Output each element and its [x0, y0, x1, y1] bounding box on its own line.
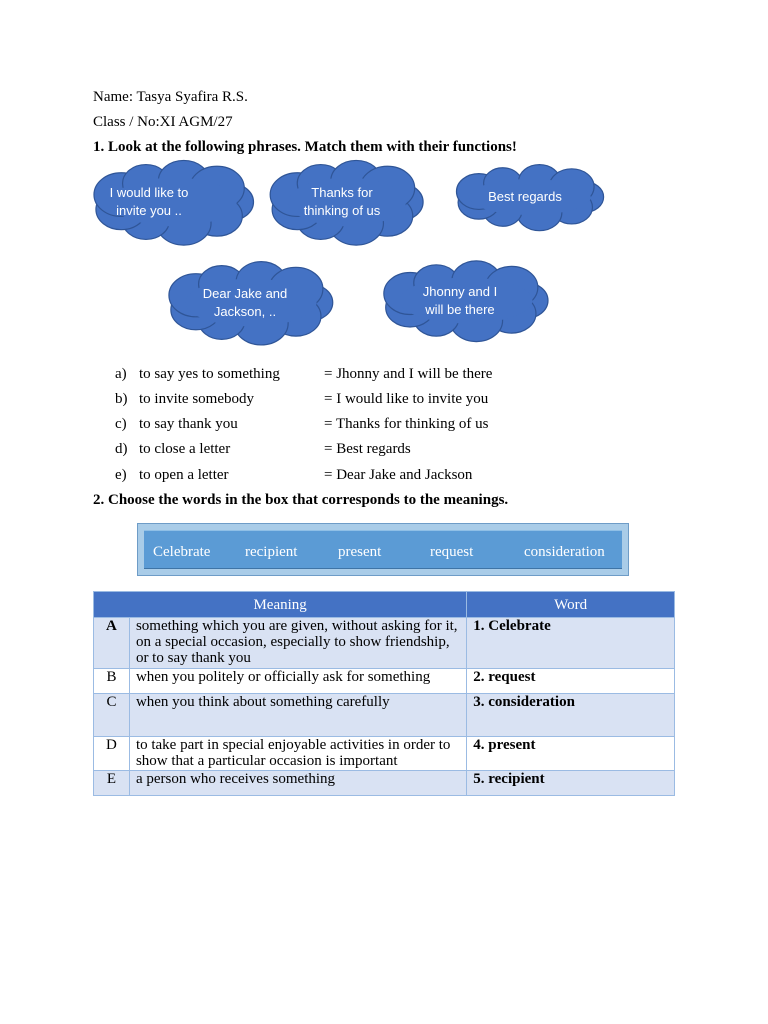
row-word: 2. request	[467, 669, 675, 694]
match-phrase: to say yes to something	[139, 366, 280, 382]
match-label: d)	[115, 441, 128, 457]
match-item	[115, 415, 489, 433]
row-key: A	[94, 618, 130, 669]
word-option: present	[338, 544, 382, 560]
match-answer: = Dear Jake and Jackson	[324, 467, 473, 483]
section2-instruction: 2. Choose the words in the box that corresponds to the meanings.	[93, 492, 509, 508]
row-key: D	[94, 737, 130, 771]
match-answer: = Thanks for thinking of us	[324, 416, 489, 432]
word-box	[137, 523, 629, 576]
section1-instruction: 1. Look at the following phrases. Match them with their functions!	[93, 139, 517, 155]
word-option: Celebrate	[153, 544, 211, 560]
match-answer: = Best regards	[324, 441, 411, 457]
cloud-text: I would like to invite you ..	[109, 185, 189, 218]
match-phrase: to say thank you	[139, 416, 238, 432]
word-box-inner	[144, 530, 622, 569]
word-option: recipient	[245, 544, 298, 560]
word-header: Word	[467, 592, 675, 618]
table-row	[94, 771, 675, 796]
row-meaning: to take part in special enjoyable activities in order to show that a particular occasion is important	[129, 737, 466, 771]
match-answer: = Jhonny and I will be there	[324, 366, 493, 382]
match-label: e)	[115, 467, 127, 483]
match-phrase: to invite somebody	[139, 391, 254, 407]
student-class: Class / No:XI AGM/27	[93, 114, 233, 130]
match-item	[115, 466, 473, 484]
row-word: 5. recipient	[467, 771, 675, 796]
meaning-header: Meaning	[94, 592, 467, 618]
match-item	[115, 440, 411, 458]
match-label: c)	[115, 416, 127, 432]
cloud-text: Thanks for thinking of us	[303, 185, 381, 218]
row-meaning: when you politely or officially ask for something	[129, 669, 466, 694]
phrase-cloud	[271, 163, 423, 241]
row-key: E	[94, 771, 130, 796]
row-key: B	[94, 669, 130, 694]
row-word: 3. consideration	[467, 694, 675, 737]
phrase-cloud	[382, 263, 550, 338]
match-item	[115, 390, 489, 408]
meaning-table	[93, 591, 675, 796]
match-phrase: to close a letter	[139, 441, 231, 457]
match-label: a)	[115, 366, 127, 382]
phrase-cloud	[94, 163, 254, 241]
row-meaning: when you think about something carefully	[129, 694, 466, 737]
word-option: request	[430, 544, 474, 560]
student-name: Name: Tasya Syafira R.S.	[93, 89, 248, 105]
cloud-text: Best regards	[488, 189, 562, 204]
cloud-text: Dear Jake and Jackson, ..	[202, 285, 288, 319]
phrase-cloud	[452, 165, 608, 229]
table-row	[94, 694, 675, 737]
match-label: b)	[115, 391, 128, 407]
table-row	[94, 669, 675, 694]
match-item	[115, 365, 493, 383]
table-header-row	[94, 592, 675, 618]
table-row	[94, 737, 675, 771]
row-word: 4. present	[467, 737, 675, 771]
row-meaning: a person who receives something	[129, 771, 466, 796]
word-option: consideration	[524, 544, 605, 560]
cloud-text: Jhonny and I will be there	[422, 283, 498, 317]
match-phrase: to open a letter	[139, 467, 229, 483]
row-key: C	[94, 694, 130, 737]
phrase-cloud	[168, 264, 334, 341]
row-word: 1. Celebrate	[467, 618, 675, 669]
table-row	[94, 618, 675, 669]
row-meaning: something which you are given, without asking for it, on a special occasion, especially to show friendship, or to say thank you	[129, 618, 466, 669]
match-answer: = I would like to invite you	[324, 391, 489, 407]
